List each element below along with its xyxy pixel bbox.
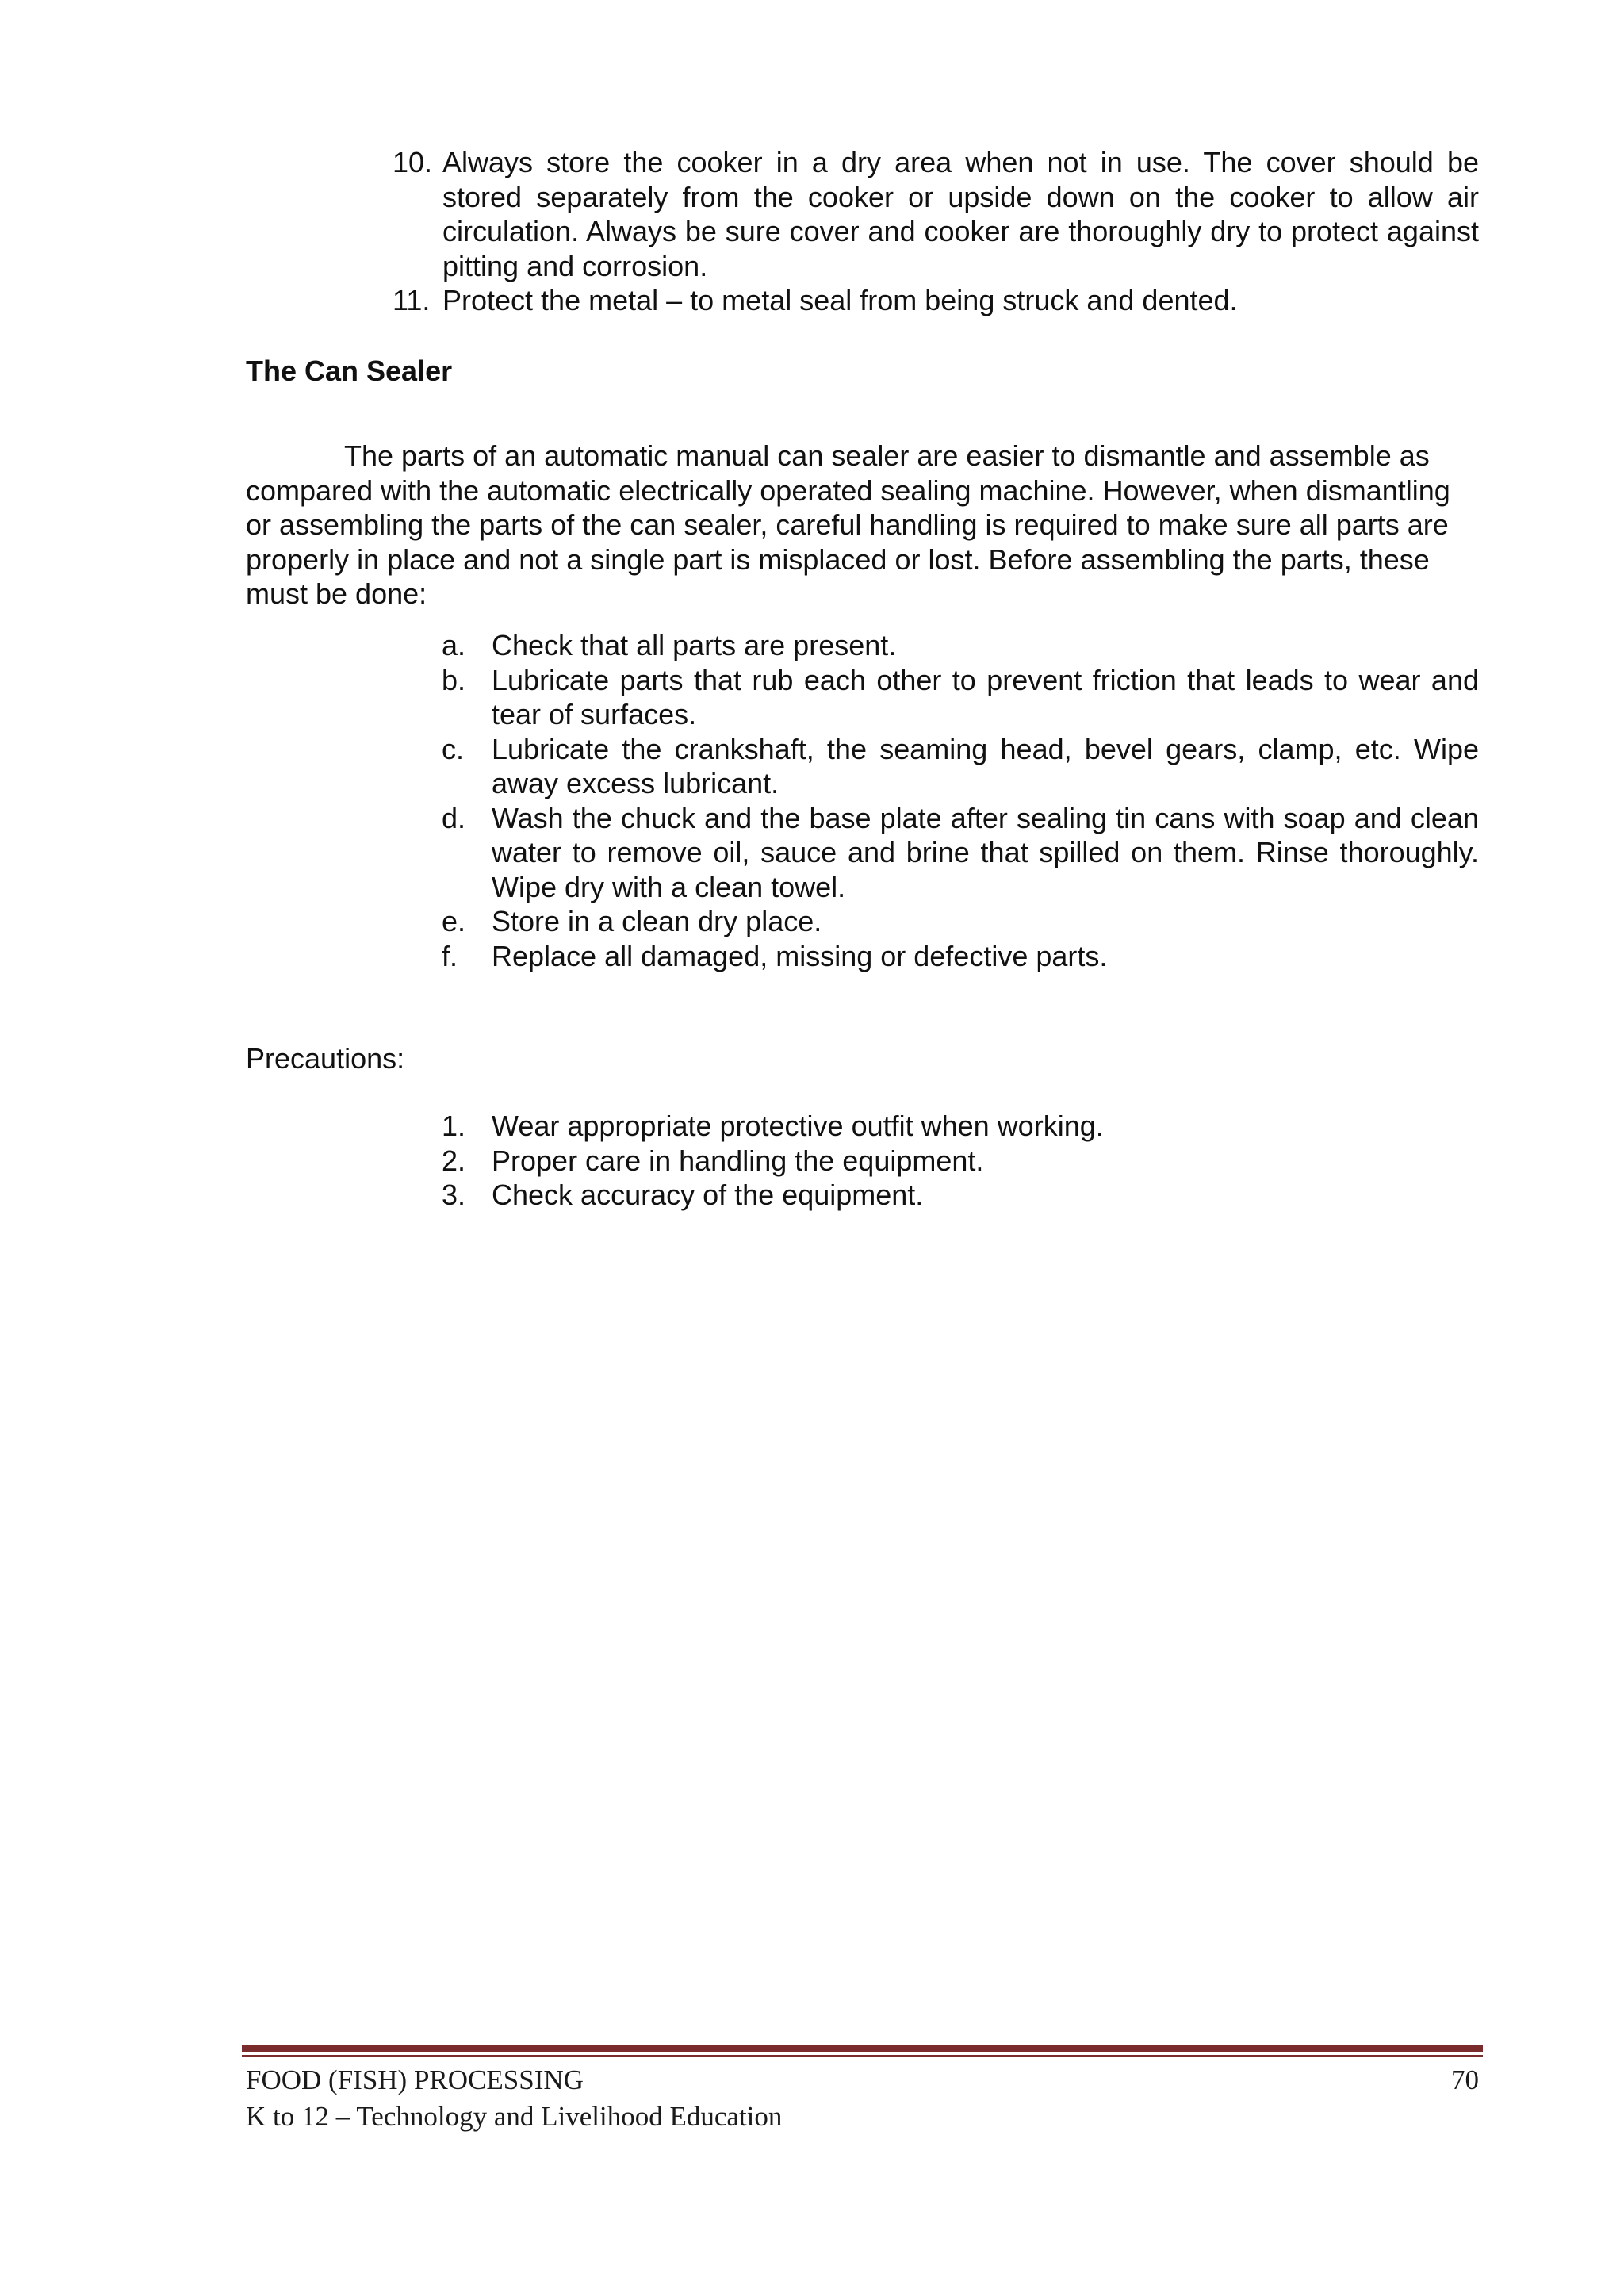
footer-rule-thin xyxy=(242,2055,1483,2057)
intro-text: The parts of an automatic manual can sealer are easier to dismantle and assemble as compared with the automatic electrically operated sealing machine. However, when dismantling or assembling the parts of the can sealer, careful handling is required to make sure all parts are properly in place and not a single part is misplaced or lost. Before assembling the parts, these must be done: xyxy=(246,439,1450,610)
list-marker: f. xyxy=(442,939,458,972)
list-marker: 2. xyxy=(442,1144,466,1177)
footer-title xyxy=(246,2062,782,2135)
list-item-text: Always store the cooker in a dry area when not in use. The cover should be stored separately from the cooker or upside down on the cooker to allow air circulation. Always be sure cover and cooker are thoroughly dry to protect against pitting and corrosion. xyxy=(442,146,1479,282)
list-item xyxy=(442,628,1479,663)
list-item xyxy=(442,732,1479,801)
list-item-text: Lubricate parts that rub each other to prevent friction that leads to wear and tear of surfaces. xyxy=(492,663,1479,730)
precautions-list xyxy=(442,1109,1479,1213)
list-item xyxy=(442,1144,1479,1179)
list-item-text: Check that all parts are present. xyxy=(492,629,897,661)
list-item-text: Wear appropriate protective outfit when working. xyxy=(492,1110,1104,1142)
footer-program-title: K to 12 – Technology and Livelihood Education xyxy=(246,2101,783,2132)
list-marker: d. xyxy=(442,801,466,834)
section-heading: The Can Sealer xyxy=(246,355,453,387)
list-item xyxy=(442,1109,1479,1144)
list-marker: b. xyxy=(442,663,466,696)
list-marker: 11. xyxy=(393,284,431,316)
list-marker: c. xyxy=(442,732,465,765)
list-marker: a. xyxy=(442,629,466,661)
list-item-text: Wash the chuck and the base plate after sealing tin cans with soap and clean water to remove oil, sauce and brine that spilled on them. Rinse thoroughly. Wipe dry with a clean towel. xyxy=(492,801,1479,903)
list-item-text: Check accuracy of the equipment. xyxy=(492,1179,924,1211)
footer-course-title: FOOD (FISH) PROCESSING xyxy=(246,2064,584,2095)
list-marker: 1. xyxy=(442,1110,466,1142)
cooker-care-list xyxy=(393,145,1479,318)
assembly-steps-list xyxy=(442,628,1479,973)
list-marker: 10. xyxy=(393,146,433,178)
list-item-text: Lubricate the crankshaft, the seaming head, bevel gears, clamp, etc. Wipe away excess lubricant. xyxy=(492,732,1479,799)
list-item xyxy=(442,1178,1479,1213)
list-marker: 3. xyxy=(442,1179,466,1211)
list-item-text: Proper care in handling the equipment. xyxy=(492,1144,984,1177)
list-item xyxy=(442,904,1479,939)
intro-paragraph xyxy=(246,439,1459,611)
list-item xyxy=(442,801,1479,905)
list-item xyxy=(442,663,1479,732)
precautions-label: Precautions: xyxy=(246,1042,405,1075)
list-item xyxy=(442,939,1479,974)
page-number: 70 xyxy=(1451,2064,1479,2095)
list-item xyxy=(393,283,1479,318)
list-item-text: Replace all damaged, missing or defective parts. xyxy=(492,939,1108,972)
footer-rule-thick xyxy=(242,2045,1483,2052)
list-item-text: Protect the metal – to metal seal from being struck and dented. xyxy=(442,284,1238,316)
list-item-text: Store in a clean dry place. xyxy=(492,905,822,937)
list-item xyxy=(393,145,1479,283)
list-marker: e. xyxy=(442,905,466,937)
